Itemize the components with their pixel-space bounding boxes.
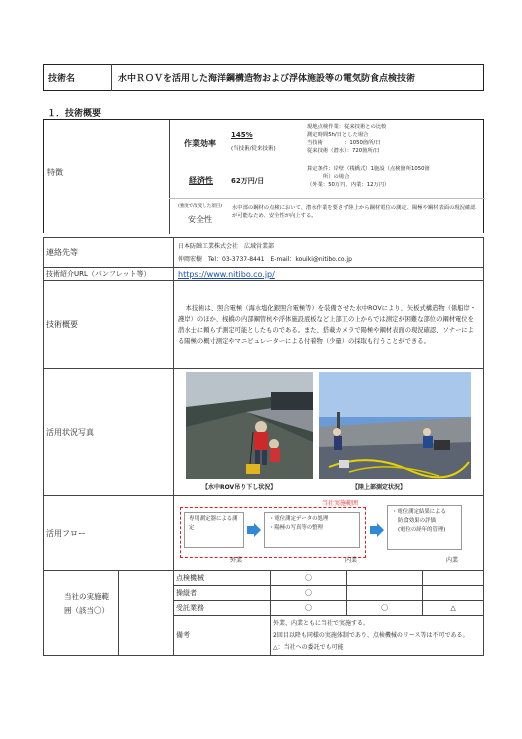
cost-label: 経済性 — [189, 176, 213, 185]
efficiency-label: 作業効率 — [184, 139, 216, 148]
photo-caption-right: 【陸上部測定状況】 — [352, 484, 407, 491]
photos-label: 活用状況写真 — [44, 369, 174, 496]
scope-cell — [423, 586, 484, 601]
scope-row-label: 受託業務 — [174, 601, 271, 616]
section-heading: １．技術概要 — [47, 109, 102, 119]
efficiency-notes — [307, 123, 386, 155]
cost-notes — [307, 165, 430, 189]
contact-label: 連絡先等 — [44, 238, 174, 268]
scope-group-divider — [118, 571, 119, 655]
notes-label: 備考 — [174, 616, 271, 656]
cost-note: （外業：50万円、内業：12万円） — [307, 182, 390, 188]
scope-group-label: 当社の実施範囲（該当〇） — [64, 592, 109, 615]
flow-box-1: 専用測定器による測定 — [184, 512, 244, 548]
features-divider — [169, 120, 170, 234]
features-hline — [169, 198, 485, 199]
efficiency-value: 145% — [231, 131, 253, 139]
main-table — [43, 237, 484, 656]
flow-tag-3: 内業 — [446, 557, 459, 564]
scope-row-label: 操縦者 — [174, 586, 271, 601]
flow-box-3 — [387, 505, 462, 550]
url-label: 技術紹介URL（パンフレット等） — [44, 268, 174, 281]
note-line: △：当社への委託でも可能 — [273, 643, 344, 651]
contact-person: 仲岡宏樹 Tel：03-3737-8441 E-mail：kouiki@nitibo.co.jp — [178, 255, 352, 263]
safety-label: 安全性 — [188, 215, 212, 224]
land-measurement-photo — [319, 372, 471, 479]
efficiency-note: 当技術 ：1050箇所/日 — [307, 140, 381, 146]
cost-value: 62万円/日 — [231, 177, 265, 185]
efficiency-note: 現地点検作業：従来技術との比較 — [307, 124, 387, 130]
tech-url-link[interactable]: https://www.nitibo.co.jp/ — [178, 269, 275, 279]
notes-cell — [271, 616, 484, 656]
flow-tag-1: 外業 — [230, 557, 243, 564]
contact-company: 日本防蝕工業株式会社 広域営業部 — [178, 242, 275, 250]
flow-label: 活用フロー — [44, 496, 174, 571]
efficiency-sub: (当技術/従来技術) — [231, 146, 276, 152]
efficiency-note: 測定時間5h/日とした場合 — [307, 132, 369, 138]
safety-text: 水中部の鋼材の点検において、潜水作業を要さず陸上から鋼材電位の測定、陽極や鋼材表面の現況確認が可能なため、安全性が向上する。 — [232, 205, 476, 219]
safety-sub: (強度で改変した項目) — [178, 204, 223, 209]
scope-cell: 〇 — [347, 601, 423, 616]
flow-box-2 — [264, 512, 360, 548]
cost-note: 算定条件：岸壁（桟橋式）1施設（点検箇所1050箇 — [307, 166, 430, 172]
overview-text: 本技術は、照合電極（海水塩化銀照合電極等）を装備させた水中ROVにより、矢板式構造物（係船岸・護岸）のほか、桟橋の内部鋼管杭や浮体施設底板など上部工の上からでは測定が困難な部位の鋼材電位を潜水士に頼らず測定可能としたものである。また、搭載カメラで陽極や鋼材表面の現況確認、ソナーによる陽極の概寸測定やマニピュレーターによる付着物（少量）の採取も行うことができる。 — [178, 304, 477, 345]
tech-title: 水中ＲＯＶを活用した海洋鋼構造物および浮体施設等の電気防食点検技術 — [118, 74, 416, 84]
flow-box-2-line: ・陽極の写真等の整理 — [269, 525, 323, 531]
overview-label: 技術概要 — [44, 281, 174, 369]
flow-arrow-2 — [370, 523, 384, 537]
flow-box-2-line: ・電位測定データの処理 — [269, 516, 329, 522]
photos-cell — [174, 369, 484, 496]
scope-cell — [347, 571, 423, 586]
header-table — [43, 64, 484, 91]
scope-group-cell — [44, 571, 174, 656]
flow-tag-2: 内業 — [345, 557, 358, 564]
photo-caption-left: 【水中ROV吊り下し状況】 — [202, 484, 277, 491]
tech-name-label: 技術名 — [44, 65, 112, 91]
flow-cell — [174, 496, 484, 571]
note-line: 2回目以降も同様の実施体制であり、点検機械のリース等は不可である。 — [273, 631, 469, 639]
cost-note: 所）の場合 — [307, 174, 350, 180]
scope-cell: 〇 — [271, 571, 347, 586]
scope-cell: 〇 — [271, 586, 347, 601]
rov-lowering-photo — [186, 372, 313, 479]
flow-box-3-line: ・電位測定結果による — [392, 509, 446, 515]
scope-cell: △ — [423, 601, 484, 616]
features-label: 特徴 — [47, 168, 63, 177]
scope-label: 当社実施範囲 — [322, 500, 359, 507]
scope-cell — [347, 586, 423, 601]
scope-cell: 〇 — [271, 601, 347, 616]
scope-row-label: 点検機械 — [174, 571, 271, 586]
efficiency-note: 従来技術（潜水）：720箇所/日 — [307, 148, 380, 154]
flow-box-3-line: (電位の経年的管理) — [398, 527, 446, 533]
scope-cell — [423, 571, 484, 586]
contact-cell — [174, 238, 484, 268]
note-line: 外業、内業ともに当社で実施する。 — [273, 619, 370, 627]
flow-arrow-1 — [247, 523, 261, 537]
flow-box-3-line: 防食効果の評価 — [398, 518, 436, 524]
features-block — [43, 119, 484, 233]
